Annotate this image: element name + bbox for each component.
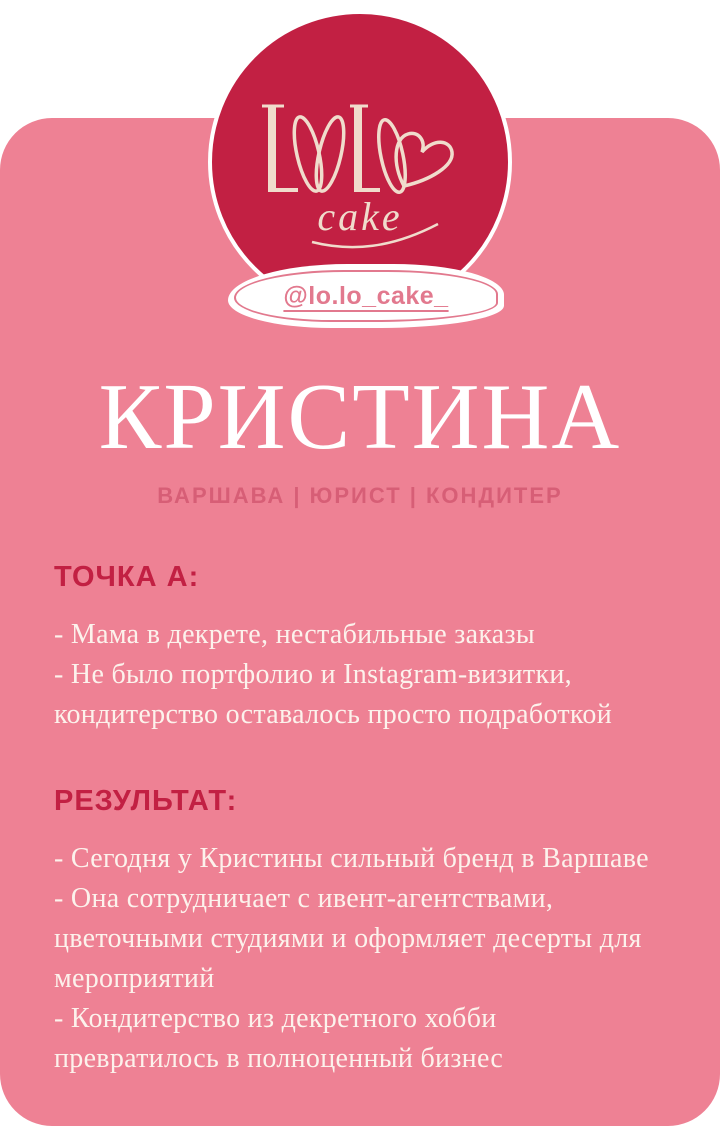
text-line: - Мама в декрете, нестабильные заказы — [54, 619, 536, 650]
section-body-result — [54, 839, 684, 1079]
svg-text:cake: cake — [317, 194, 403, 239]
instagram-handle[interactable]: @lo.lo_cake_ — [283, 281, 449, 310]
section-heading-point-a: ТОЧКА А: — [54, 561, 200, 593]
text-line: цветочными студиями и оформляет десерты для — [54, 923, 642, 954]
text-line: - Сегодня у Кристины сильный бренд в Варшаве — [54, 843, 649, 874]
text-line: кондитерство оставалось просто подработкой — [54, 699, 612, 730]
text-line: - Не было портфолио и Instagram-визитки, — [54, 659, 572, 690]
text-line: мероприятий — [54, 963, 215, 994]
text-line: превратилось в полноценный бизнес — [54, 1043, 504, 1074]
profile-name: КРИСТИНА — [98, 365, 622, 469]
section-result — [54, 785, 684, 1079]
lolo-cake-logo-icon — [242, 90, 478, 260]
text-line: - Кондитерство из декретного хобби — [54, 1003, 497, 1034]
instagram-handle-badge[interactable] — [228, 264, 504, 328]
profile-tagline: ВАРШАВА | ЮРИСТ | КОНДИТЕР — [157, 483, 563, 508]
section-point-a — [54, 561, 684, 735]
section-heading-result: РЕЗУЛЬТАТ: — [54, 785, 238, 817]
section-body-point-a — [54, 615, 684, 735]
text-line: - Она сотрудничает с ивент-агентствами, — [54, 883, 554, 914]
